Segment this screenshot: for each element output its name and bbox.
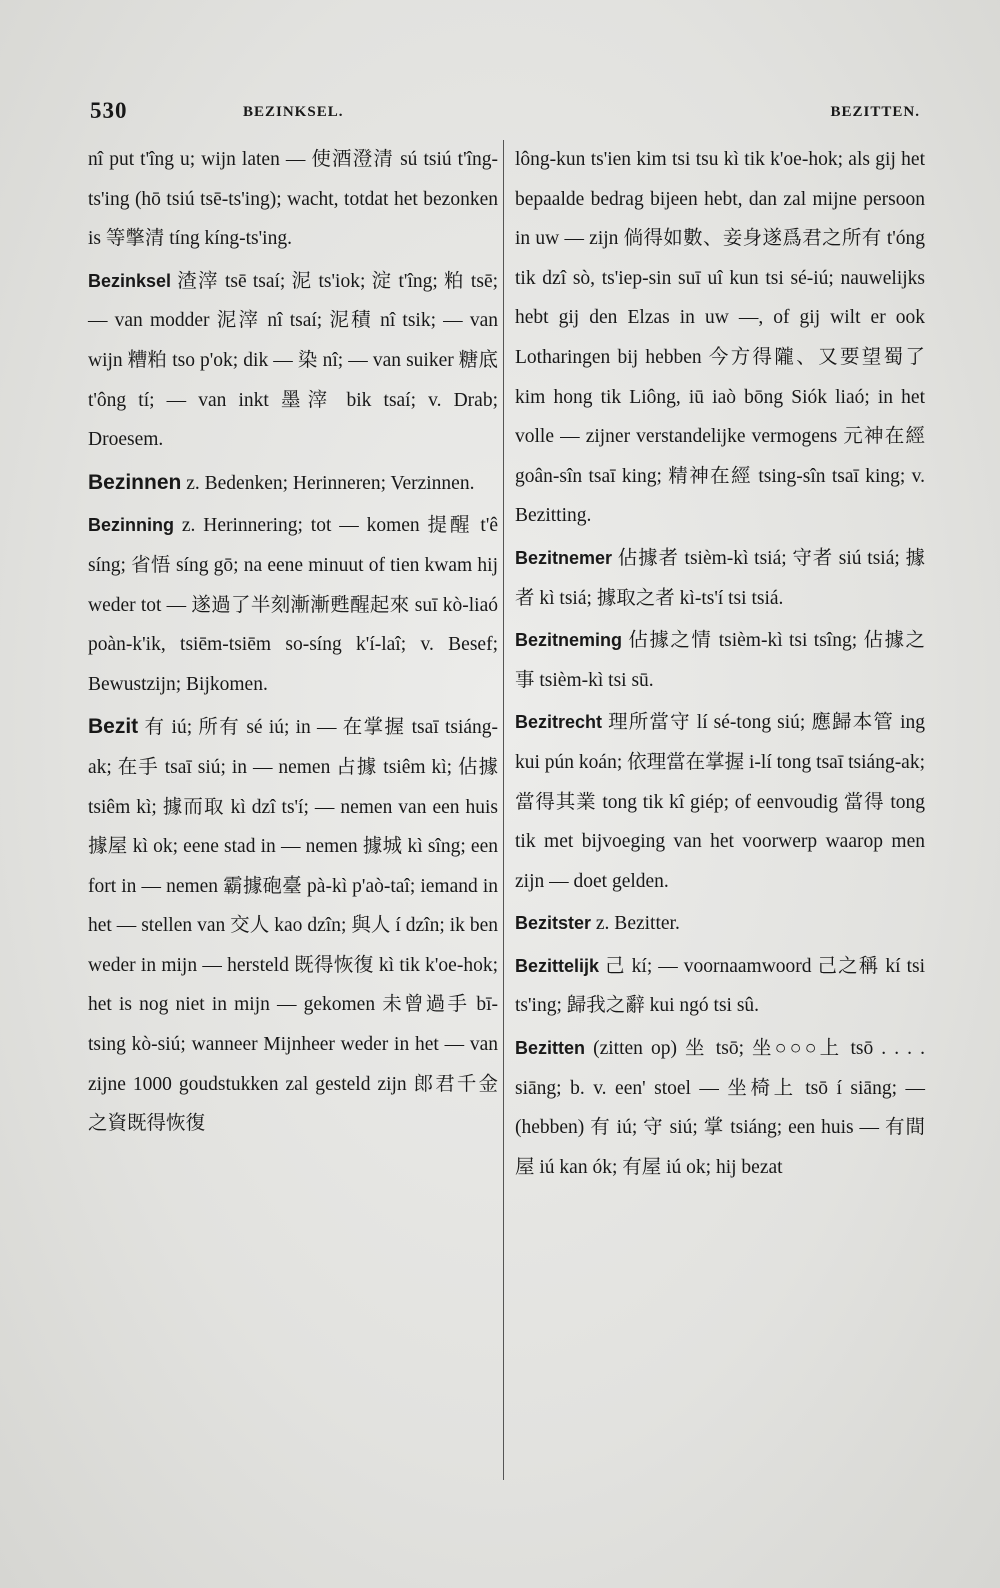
entry-text: lông-kun ts'ien kim tsi tsu kì tik k'oe-hok; als gij het bepaalde bedrag bijeen hebt, dan zal mijne persoon in uw — zijn 倘得如數、妾身遂爲君之所有 t'óng tik dzî sò, ts'iep-sin suī uî kun tsi sé-iú; nauwelijks hebt gij den Elzas in uw —, of gij wilt er ook Lotharingen bij hebben 今方得隴、又要望蜀了 kim hong tik Liông, iū iaò bōng Siók liaó; in het volle — zijner verstandelijke vermogens 元神在經 goân-sîn tsaī king; 精神在經 tsing-sîn tsaī king; v. Bezitting. [515,149,925,527]
entry-headword: Bezinning [88,515,174,536]
dictionary-entry [88,707,498,1144]
dictionary-entry [515,904,925,944]
entry-text: 渣滓 tsē tsaí; 泥 ts'iok; 淀 t'îng; 粕 tsē; — van modder 泥滓 nî tsaí; 泥積 nî tsik; — van wijn 糟粕 tso p'ok; dik — 染 nî; — van suiker 糖底 t'ông tí; — van inkt 墨滓 bik tsaí; v. Drab; Droesem. [88,270,499,451]
entry-text: 己 kí; — voornaamwoord 己之稱 kí tsi ts'ing; 歸我之辭 kui ngó tsi sû. [515,955,925,1017]
entry-headword: Bezitster [515,913,592,934]
entry-headword: Bezitrecht [515,712,603,733]
entry-headword: Bezit [88,715,139,739]
entry-text: nî put t'îng u; wijn laten — 使酒澄清 sú tsiú t'îng-ts'ing (hō tsiú tsē-ts'ing); wacht, totdat het bezonken is 等撆清 tíng kíng-ts'ing. [88,149,498,250]
entry-headword: Bezitneming [515,630,623,651]
entry-text: (zitten op) 坐 tsō; 坐○○○上 tsō . . . . siāng; b. v. een' stoel — 坐椅上 tsō í siāng; — (hebben) 有 iú; 守 siú; 掌 tsiáng; een huis — 有間屋 iú kan ók; 有屋 iú ok; hij bezat [515,1038,925,1178]
entry-headword: Bezitnemer [515,547,613,568]
page-number: 530 [90,98,128,123]
entry-text: 有 iú; 所有 sé iú; in — 在掌握 tsaī tsiáng-ak; 在手 tsaī siú; in — nemen 占據 tsiêm kì; 佔據 tsiêm kì; 據而取 kì dzî ts'í; — nemen van een huis 據屋 kì ok; eene stad in — nemen 據城 kì sîng; een fort in — nemen 霸據砲臺 pà-kì p'aò-taî; iemand in het — stellen van 交人 kao dzîn; 與人 í dzîn; ik ben weder in mijn — hersteld 既得恢復 kì tik k'oe-hok; het is nog niet in mijn — gekomen 未曾過手 bī-tsing kò-siú; wanneer Mijnheer weder in het — van zijne 1000 goudstukken zal gesteld zijn 郎君千金之資既得恢復 [88,717,499,1135]
entry-text: 理所當守 lí sé-tong siú; 應歸本管 ing kui pún koán; 依理當在掌握 i-lí tong tsaī tsiáng-ak; 當得其業 tong tik kî giép; of eenvoudig 當得 tong tik met bijvoeging van het voorwerp waarop men zijn — doet gelden. [515,712,926,892]
entry-headword: Bezinksel [88,270,172,291]
dictionary-entry [515,703,925,901]
right-running-head: BEZITTEN. [830,104,920,120]
dictionary-entry [88,463,498,504]
page-header [90,98,930,134]
dictionary-entry [515,947,925,1026]
left-column [88,140,498,1147]
right-column [515,140,925,1190]
left-running-head: BEZINKSEL. [243,104,344,120]
dictionary-entry [88,506,498,704]
entry-headword: Bezitten [515,1038,586,1059]
dictionary-entry [88,262,498,460]
dictionary-entry [515,140,925,536]
dictionary-entry [515,621,925,700]
entry-headword: Bezinnen [88,470,182,494]
dictionary-entry [515,539,925,618]
dictionary-entry [88,140,498,259]
entry-text: 佔據者 tsièm-kì tsiá; 守者 siú tsiá; 據者 kì tsiá; 據取之者 kì-ts'í tsi tsiá. [515,547,925,609]
column-divider [503,140,504,1480]
entry-text: z. Bedenken; Herinneren; Verzinnen. [186,472,475,494]
entry-text: 佔據之情 tsièm-kì tsi tsîng; 佔據之事 tsièm-kì tsi sū. [515,630,925,691]
dictionary-entry [515,1029,925,1187]
entry-text: z. Herinnering; tot — komen 提醒 t'ê síng; 省悟 síng gō; na eene minuut of tien kwam hij weder tot — 遂過了半刻漸漸甦醒起來 suī kò-liaó poàn-k'ik, tsiēm-tsiēm so-síng k'í-laî; v. Besef; Bewustzijn; Bijkomen. [88,515,498,695]
entry-headword: Bezittelijk [515,955,600,976]
entry-text: z. Bezitter. [595,913,680,935]
